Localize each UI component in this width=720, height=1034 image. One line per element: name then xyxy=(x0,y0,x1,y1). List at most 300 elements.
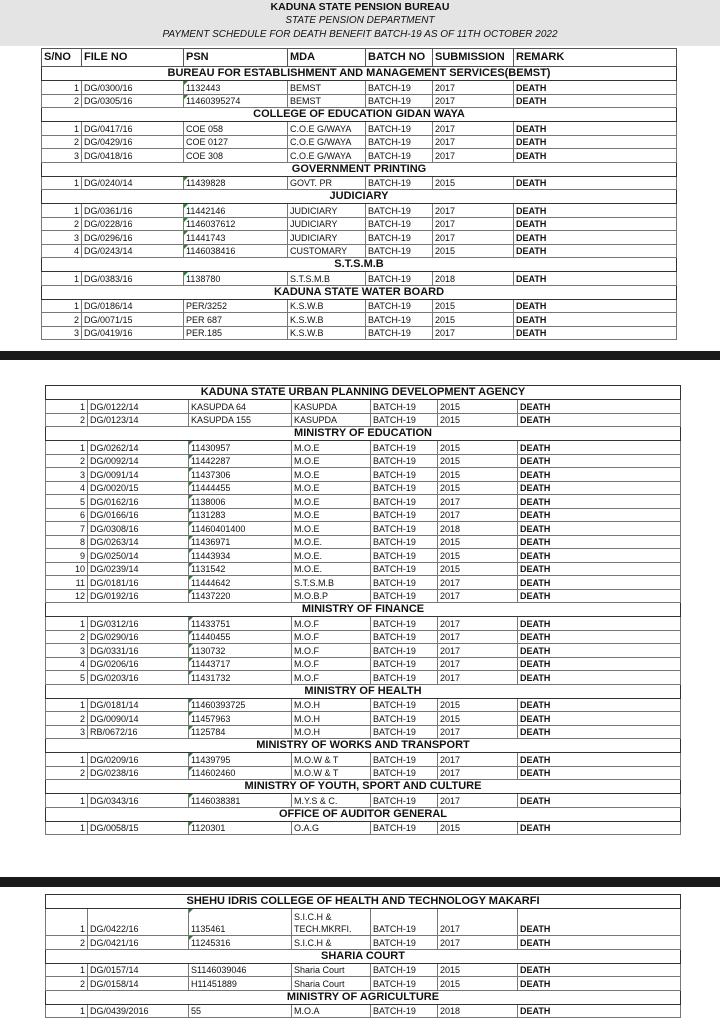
row-psn: 11441743 xyxy=(184,231,288,245)
row-remark: DEATH xyxy=(514,272,677,286)
row-submission: 2017 xyxy=(438,576,518,590)
row-mda: S.I.C.H & TECH.MKRFI. xyxy=(292,909,371,936)
row-mda: JUDICIARY xyxy=(288,217,366,231)
row-sno: 3 xyxy=(46,725,88,739)
row-file-no: DG/0361/16 xyxy=(82,204,184,218)
row-mda: Sharia Court xyxy=(292,977,371,991)
row-batch-no: BATCH-19 xyxy=(366,272,433,286)
row-batch-no: BATCH-19 xyxy=(371,589,438,603)
group-header-row xyxy=(46,895,681,909)
table-row xyxy=(46,617,681,631)
row-batch-no: BATCH-19 xyxy=(371,508,438,522)
row-mda: K.S.W.B xyxy=(288,326,366,340)
table-row xyxy=(46,468,681,482)
table-row xyxy=(46,576,681,590)
row-mda: C.O.E G/WAYA xyxy=(288,122,366,136)
row-batch-no: BATCH-19 xyxy=(371,698,438,712)
row-sno: 11 xyxy=(46,576,88,590)
row-sno: 4 xyxy=(42,244,82,258)
row-submission: 2015 xyxy=(438,562,518,576)
row-mda: M.O.B.P xyxy=(292,589,371,603)
row-remark: DEATH xyxy=(514,176,677,190)
row-file-no: DG/0206/16 xyxy=(88,657,189,671)
row-file-no: DG/0308/16 xyxy=(88,522,189,536)
row-submission: 2017 xyxy=(433,94,514,108)
table-row xyxy=(42,122,677,136)
row-batch-no: BATCH-19 xyxy=(371,671,438,685)
row-sno: 3 xyxy=(42,149,82,163)
row-submission: 2015 xyxy=(438,413,518,427)
group-name: SHARIA COURT xyxy=(46,949,681,963)
row-batch-no: BATCH-19 xyxy=(371,481,438,495)
row-mda: M.O.F xyxy=(292,644,371,658)
row-remark: DEATH xyxy=(518,562,681,576)
row-sno: 1 xyxy=(46,1004,88,1018)
row-mda: JUDICIARY xyxy=(288,204,366,218)
row-sno: 3 xyxy=(46,468,88,482)
row-batch-no: BATCH-19 xyxy=(371,909,438,936)
row-remark: DEATH xyxy=(518,821,681,835)
column-header-row xyxy=(42,49,677,67)
group-name: MINISTRY OF FINANCE xyxy=(46,603,681,617)
row-mda: M.O.E xyxy=(292,468,371,482)
row-submission: 2015 xyxy=(438,698,518,712)
table-row xyxy=(42,81,677,95)
row-submission: 2017 xyxy=(438,725,518,739)
row-file-no: DG/0239/14 xyxy=(88,562,189,576)
group-header-row xyxy=(46,739,681,753)
row-mda: M.O.E xyxy=(292,454,371,468)
row-remark: DEATH xyxy=(518,589,681,603)
row-remark: DEATH xyxy=(514,94,677,108)
col-psn: PSN xyxy=(184,49,288,67)
row-psn: 11436971 xyxy=(189,535,292,549)
row-mda: JUDICIARY xyxy=(288,231,366,245)
row-file-no: DG/0290/16 xyxy=(88,630,189,644)
row-batch-no: BATCH-19 xyxy=(371,495,438,509)
group-header-row xyxy=(46,949,681,963)
row-mda: M.O.H xyxy=(292,698,371,712)
group-header-row xyxy=(42,108,677,122)
row-file-no: DG/0312/16 xyxy=(88,617,189,631)
table-row xyxy=(46,977,681,991)
row-file-no: DG/0157/14 xyxy=(88,963,189,977)
row-psn: KASUPDA 64 xyxy=(189,400,292,414)
group-header-row xyxy=(42,67,677,81)
row-file-no: DG/0263/14 xyxy=(88,535,189,549)
row-mda: S.I.C.H & xyxy=(292,936,371,950)
row-file-no: DG/0422/16 xyxy=(88,909,189,936)
row-submission: 2015 xyxy=(433,313,514,327)
row-batch-no: BATCH-19 xyxy=(366,244,433,258)
row-file-no: DG/0250/14 xyxy=(88,549,189,563)
row-remark: DEATH xyxy=(514,231,677,245)
page-divider xyxy=(0,877,720,887)
table-row xyxy=(46,549,681,563)
group-header-row xyxy=(46,603,681,617)
row-psn: 1130732 xyxy=(189,644,292,658)
table-row xyxy=(42,272,677,286)
row-batch-no: BATCH-19 xyxy=(371,977,438,991)
row-batch-no: BATCH-19 xyxy=(366,231,433,245)
row-submission: 2017 xyxy=(438,644,518,658)
row-psn: 1125784 xyxy=(189,725,292,739)
table-row xyxy=(46,936,681,950)
row-psn: 1120301 xyxy=(189,821,292,835)
row-sno: 2 xyxy=(42,313,82,327)
row-file-no: DG/0296/16 xyxy=(82,231,184,245)
row-batch-no: BATCH-19 xyxy=(371,522,438,536)
row-remark: DEATH xyxy=(518,630,681,644)
row-sno: 1 xyxy=(46,794,88,808)
group-header-row xyxy=(42,258,677,272)
group-name: KADUNA STATE WATER BOARD xyxy=(42,285,677,299)
row-file-no: DG/0262/14 xyxy=(88,441,189,455)
row-submission: 2015 xyxy=(438,963,518,977)
row-sno: 2 xyxy=(42,94,82,108)
row-sno: 9 xyxy=(46,549,88,563)
row-sno: 1 xyxy=(42,81,82,95)
row-file-no: RB/0672/16 xyxy=(88,725,189,739)
table-row xyxy=(42,94,677,108)
row-sno: 3 xyxy=(42,231,82,245)
group-header-row xyxy=(42,190,677,204)
row-psn: COE 308 xyxy=(184,149,288,163)
table-row xyxy=(46,413,681,427)
row-mda: M.O.E xyxy=(292,508,371,522)
row-mda: S.T.S.M.B xyxy=(288,272,366,286)
row-mda: GOVT. PR xyxy=(288,176,366,190)
row-sno: 7 xyxy=(46,522,88,536)
row-psn: 11431732 xyxy=(189,671,292,685)
row-batch-no: BATCH-19 xyxy=(366,204,433,218)
row-remark: DEATH xyxy=(514,299,677,313)
row-sno: 2 xyxy=(46,766,88,780)
table-row xyxy=(42,217,677,231)
row-batch-no: BATCH-19 xyxy=(371,630,438,644)
row-psn: 11439828 xyxy=(184,176,288,190)
table-row xyxy=(46,644,681,658)
row-file-no: DG/0238/16 xyxy=(88,766,189,780)
row-batch-no: BATCH-19 xyxy=(371,576,438,590)
bureau-title: KADUNA STATE PENSION BUREAU xyxy=(270,1,450,13)
row-submission: 2015 xyxy=(438,549,518,563)
row-batch-no: BATCH-19 xyxy=(371,794,438,808)
row-remark: DEATH xyxy=(514,122,677,136)
row-remark: DEATH xyxy=(518,766,681,780)
row-sno: 12 xyxy=(46,589,88,603)
row-file-no: DG/0203/16 xyxy=(88,671,189,685)
group-header-row xyxy=(42,162,677,176)
row-mda: M.O.E xyxy=(292,522,371,536)
table-row xyxy=(46,698,681,712)
group-name: JUDICIARY xyxy=(42,190,677,204)
table-row xyxy=(46,821,681,835)
row-remark: DEATH xyxy=(514,217,677,231)
row-batch-no: BATCH-19 xyxy=(371,562,438,576)
row-remark: DEATH xyxy=(518,909,681,936)
row-sno: 1 xyxy=(46,441,88,455)
row-psn: 11437220 xyxy=(189,589,292,603)
row-psn: 11460393725 xyxy=(189,698,292,712)
row-remark: DEATH xyxy=(514,244,677,258)
row-sno: 1 xyxy=(42,122,82,136)
row-sno: 1 xyxy=(42,204,82,218)
row-remark: DEATH xyxy=(518,644,681,658)
row-sno: 2 xyxy=(46,454,88,468)
row-psn: PER/3252 xyxy=(184,299,288,313)
table-row xyxy=(42,176,677,190)
row-file-no: DG/0209/16 xyxy=(88,753,189,767)
group-name: MINISTRY OF AGRICULTURE xyxy=(46,990,681,1004)
table-row xyxy=(46,725,681,739)
row-mda: M.O.F xyxy=(292,617,371,631)
row-batch-no: BATCH-19 xyxy=(371,441,438,455)
row-submission: 2017 xyxy=(438,936,518,950)
row-file-no: DG/0417/16 xyxy=(82,122,184,136)
row-remark: DEATH xyxy=(518,963,681,977)
row-remark: DEATH xyxy=(518,441,681,455)
row-batch-no: BATCH-19 xyxy=(371,963,438,977)
row-remark: DEATH xyxy=(514,135,677,149)
row-mda: C.O.E G/WAYA xyxy=(288,149,366,163)
row-file-no: DG/0243/14 xyxy=(82,244,184,258)
row-file-no: DG/0092/14 xyxy=(88,454,189,468)
row-submission: 2015 xyxy=(438,441,518,455)
row-remark: DEATH xyxy=(518,977,681,991)
schedule-table-page-3 xyxy=(45,894,681,1018)
row-batch-no: BATCH-19 xyxy=(371,725,438,739)
row-file-no: DG/0020/15 xyxy=(88,481,189,495)
row-batch-no: BATCH-19 xyxy=(366,313,433,327)
row-batch-no: BATCH-19 xyxy=(371,400,438,414)
schedule-table-page-2 xyxy=(45,385,681,835)
row-file-no: DG/0091/14 xyxy=(88,468,189,482)
row-mda: M.O.H xyxy=(292,725,371,739)
row-submission: 2017 xyxy=(433,231,514,245)
row-sno: 1 xyxy=(46,617,88,631)
group-name: COLLEGE OF EDUCATION GIDAN WAYA xyxy=(42,108,677,122)
row-submission: 2015 xyxy=(438,454,518,468)
row-submission: 2015 xyxy=(433,176,514,190)
group-name: MINISTRY OF WORKS AND TRANSPORT xyxy=(46,739,681,753)
row-batch-no: BATCH-19 xyxy=(371,468,438,482)
row-remark: DEATH xyxy=(518,413,681,427)
row-batch-no: BATCH-19 xyxy=(371,413,438,427)
row-mda: M.O.E xyxy=(292,441,371,455)
row-remark: DEATH xyxy=(518,535,681,549)
row-file-no: DG/0240/14 xyxy=(82,176,184,190)
row-sno: 2 xyxy=(46,977,88,991)
row-file-no: DG/0419/16 xyxy=(82,326,184,340)
table-row xyxy=(46,400,681,414)
row-file-no: DG/0343/16 xyxy=(88,794,189,808)
row-sno: 1 xyxy=(46,821,88,835)
row-remark: DEATH xyxy=(518,495,681,509)
row-sno: 1 xyxy=(42,272,82,286)
row-mda: M.O.E. xyxy=(292,562,371,576)
row-psn: S1146039046 xyxy=(189,963,292,977)
group-name: SHEHU IDRIS COLLEGE OF HEALTH AND TECHNOLOGY MAKARFI xyxy=(46,895,681,909)
row-submission: 2017 xyxy=(433,135,514,149)
row-mda: BEMST xyxy=(288,81,366,95)
row-file-no: DG/0058/15 xyxy=(88,821,189,835)
group-header-row xyxy=(42,285,677,299)
row-file-no: DG/0331/16 xyxy=(88,644,189,658)
row-mda: S.T.S.M.B xyxy=(292,576,371,590)
row-remark: DEATH xyxy=(518,671,681,685)
row-sno: 5 xyxy=(46,495,88,509)
row-psn: PER 687 xyxy=(184,313,288,327)
row-batch-no: BATCH-19 xyxy=(366,217,433,231)
row-remark: DEATH xyxy=(518,508,681,522)
row-mda: Sharia Court xyxy=(292,963,371,977)
row-submission: 2017 xyxy=(433,81,514,95)
row-mda: M.O.W & T xyxy=(292,766,371,780)
row-remark: DEATH xyxy=(518,481,681,495)
row-submission: 2015 xyxy=(433,244,514,258)
row-sno: 1 xyxy=(46,400,88,414)
table-row xyxy=(46,562,681,576)
row-psn: 1146038416 xyxy=(184,244,288,258)
row-submission: 2017 xyxy=(438,617,518,631)
table-row xyxy=(42,313,677,327)
schedule-subtitle: PAYMENT SCHEDULE FOR DEATH BENEFIT BATCH-19 AS OF 11TH OCTOBER 2022 xyxy=(162,29,558,40)
row-batch-no: BATCH-19 xyxy=(371,821,438,835)
table-row xyxy=(46,671,681,685)
row-submission: 2017 xyxy=(433,217,514,231)
row-submission: 2015 xyxy=(438,977,518,991)
row-submission: 2018 xyxy=(438,522,518,536)
row-psn: 1146038381 xyxy=(189,794,292,808)
row-file-no: DG/0090/14 xyxy=(88,712,189,726)
row-sno: 8 xyxy=(46,535,88,549)
row-batch-no: BATCH-19 xyxy=(371,454,438,468)
row-file-no: DG/0123/14 xyxy=(88,413,189,427)
row-sno: 2 xyxy=(42,217,82,231)
table-row xyxy=(46,441,681,455)
row-mda: O.A.G xyxy=(292,821,371,835)
row-file-no: DG/0418/16 xyxy=(82,149,184,163)
row-batch-no: BATCH-19 xyxy=(371,617,438,631)
row-batch-no: BATCH-19 xyxy=(366,326,433,340)
row-remark: DEATH xyxy=(514,326,677,340)
table-row xyxy=(42,135,677,149)
row-mda: M.O.E xyxy=(292,495,371,509)
row-sno: 1 xyxy=(42,299,82,313)
table-row xyxy=(46,909,681,936)
row-remark: DEATH xyxy=(518,794,681,808)
row-mda: M.O.W & T xyxy=(292,753,371,767)
table-row xyxy=(46,794,681,808)
row-psn: 11444455 xyxy=(189,481,292,495)
row-file-no: DG/0192/16 xyxy=(88,589,189,603)
row-mda: M.O.F xyxy=(292,671,371,685)
col-batch-no: BATCH NO xyxy=(366,49,433,67)
table-row xyxy=(46,508,681,522)
row-sno: 2 xyxy=(46,630,88,644)
table-row xyxy=(46,481,681,495)
row-submission: 2015 xyxy=(438,712,518,726)
row-batch-no: BATCH-19 xyxy=(371,644,438,658)
group-name: MINISTRY OF YOUTH, SPORT AND CULTURE xyxy=(46,780,681,794)
group-name: GOVERNMENT PRINTING xyxy=(42,162,677,176)
group-name: MINISTRY OF EDUCATION xyxy=(46,427,681,441)
row-psn: 11457963 xyxy=(189,712,292,726)
group-header-row xyxy=(46,780,681,794)
row-file-no: DG/0071/15 xyxy=(82,313,184,327)
group-header-row xyxy=(46,386,681,400)
row-batch-no: BATCH-19 xyxy=(366,94,433,108)
group-name: BUREAU FOR ESTABLISHMENT AND MANAGEMENT SERVICES(BEMST) xyxy=(42,67,677,81)
row-sno: 2 xyxy=(46,712,88,726)
row-remark: DEATH xyxy=(518,712,681,726)
row-mda: C.O.E G/WAYA xyxy=(288,135,366,149)
row-submission: 2017 xyxy=(433,204,514,218)
row-file-no: DG/0429/16 xyxy=(82,135,184,149)
row-submission: 2017 xyxy=(438,753,518,767)
row-remark: DEATH xyxy=(518,549,681,563)
row-submission: 2017 xyxy=(438,589,518,603)
row-sno: 1 xyxy=(46,909,88,936)
row-batch-no: BATCH-19 xyxy=(371,549,438,563)
row-submission: 2017 xyxy=(433,326,514,340)
group-header-row xyxy=(46,427,681,441)
row-remark: DEATH xyxy=(518,698,681,712)
row-file-no: DG/0300/16 xyxy=(82,81,184,95)
row-remark: DEATH xyxy=(518,468,681,482)
row-batch-no: BATCH-19 xyxy=(371,753,438,767)
row-psn: 1132443 xyxy=(184,81,288,95)
row-remark: DEATH xyxy=(518,936,681,950)
row-psn: KASUPDA 155 xyxy=(189,413,292,427)
row-psn: 1131283 xyxy=(189,508,292,522)
row-submission: 2015 xyxy=(438,481,518,495)
row-remark: DEATH xyxy=(518,753,681,767)
row-submission: 2015 xyxy=(438,400,518,414)
row-sno: 5 xyxy=(46,671,88,685)
table-row xyxy=(46,589,681,603)
row-sno: 1 xyxy=(46,698,88,712)
row-psn: 1138780 xyxy=(184,272,288,286)
group-name: KADUNA STATE URBAN PLANNING DEVELOPMENT AGENCY xyxy=(46,386,681,400)
row-mda: M.O.F xyxy=(292,630,371,644)
row-mda: M.O.F xyxy=(292,657,371,671)
row-file-no: DG/0439/2016 xyxy=(88,1004,189,1018)
row-psn: 11443934 xyxy=(189,549,292,563)
row-file-no: DG/0421/16 xyxy=(88,936,189,950)
row-remark: DEATH xyxy=(518,657,681,671)
row-submission: 2017 xyxy=(438,671,518,685)
row-psn: 11440455 xyxy=(189,630,292,644)
row-sno: 1 xyxy=(42,176,82,190)
row-submission: 2017 xyxy=(438,794,518,808)
row-submission: 2017 xyxy=(438,508,518,522)
row-psn: PER.185 xyxy=(184,326,288,340)
row-psn: 11439795 xyxy=(189,753,292,767)
row-mda: K.S.W.B xyxy=(288,299,366,313)
row-file-no: DG/0158/14 xyxy=(88,977,189,991)
row-file-no: DG/0162/16 xyxy=(88,495,189,509)
row-mda: M.O.H xyxy=(292,712,371,726)
row-sno: 2 xyxy=(46,413,88,427)
table-row xyxy=(42,231,677,245)
col-mda: MDA xyxy=(288,49,366,67)
row-batch-no: BATCH-19 xyxy=(366,122,433,136)
col-remark: REMARK xyxy=(514,49,677,67)
row-submission: 2017 xyxy=(438,630,518,644)
row-mda: KASUPDA xyxy=(292,413,371,427)
